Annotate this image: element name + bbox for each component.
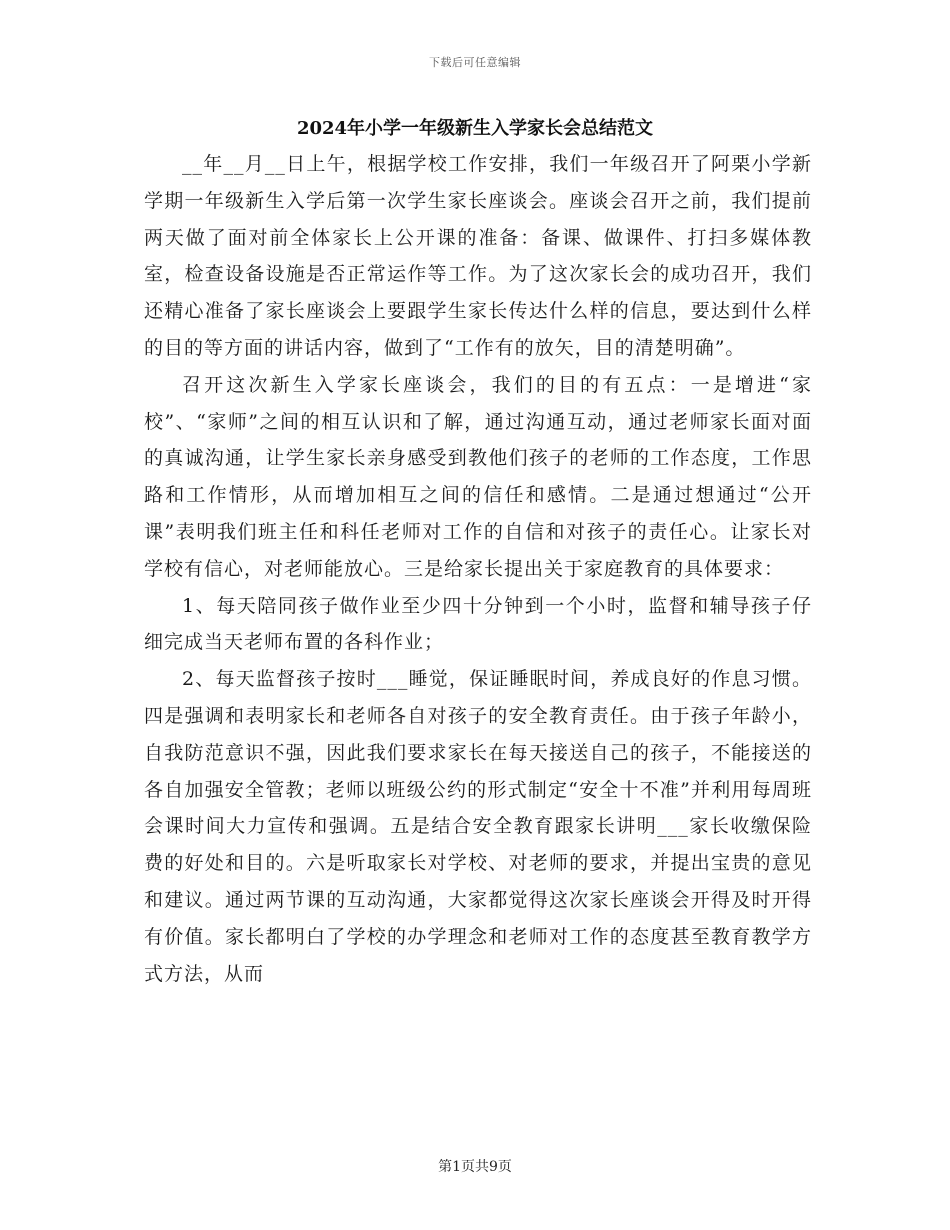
paragraph-purposes: 召开这次新生入学家长座谈会，我们的目的有五点：一是增进“家校”、“家师”之间的相互认识和了解，通过沟通互动，通过老师家长面对面的真诚沟通，让学生家长亲身感受到教他们孩子的老师的工作态度，工作思路和工作情形，从而增加相互之间的信任和感情。二是通过想通过“公开课”表明我们班主任和科任老师对工作的自信和对孩子的责任心。让家长对学校有信心，对老师能放心。三是给家长提出关于家庭教育的具体要求： <box>144 373 812 580</box>
paragraph-requirement-2: 2、每天监督孩子按时___睡觉，保证睡眠时间，养成良好的作息习惯。四是强调和表明家长和老师各自对孩子的安全教育责任。由于孩子年龄小，自我防范意识不强，因此我们要求家长在每天接送自己的孩子，不能接送的各自加强安全管教；老师以班级公约的形式制定“安全十不准”并利用每周班会课时间大力宣传和强调。五是结合安全教育跟家长讲明___家长收缴保险费的好处和目的。六是听取家长对学校、对老师的要求，并提出宝贵的意见和建议。通过两节课的互动沟通，大家都觉得这次家长座谈会开得及时开得有价值。家长都明白了学校的办学理念和老师对工作的态度甚至教育教学方式方法，从而 <box>144 668 812 985</box>
document-body <box>144 146 812 992</box>
page-number: 第1页共9页 <box>438 1159 512 1175</box>
document-title: 2024年小学一年级新生入学家长会总结范文 <box>296 118 654 139</box>
paragraph-requirement-1: 1、每天陪同孩子做作业至少四十分钟到一个小时，监督和辅导孩子仔细完成当天老师布置的各科作业； <box>144 594 812 654</box>
page-header-note: 下载后可任意编辑 <box>429 56 521 69</box>
paragraph-intro: __年__月__日上午，根据学校工作安排，我们一年级召开了阿栗小学新学期一年级新生入学后第一次学生家长座谈会。座谈会召开之前，我们提前两天做了面对前全体家长上公开课的准备：备课、做课件、打扫多媒体教室，检查设备设施是否正常运作等工作。为了这次家长会的成功召开，我们还精心准备了家长座谈会上要跟学生家长传达什么样的信息，要达到什么样的目的等方面的讲话内容，做到了“工作有的放矢，目的清楚明确”。 <box>144 153 812 359</box>
